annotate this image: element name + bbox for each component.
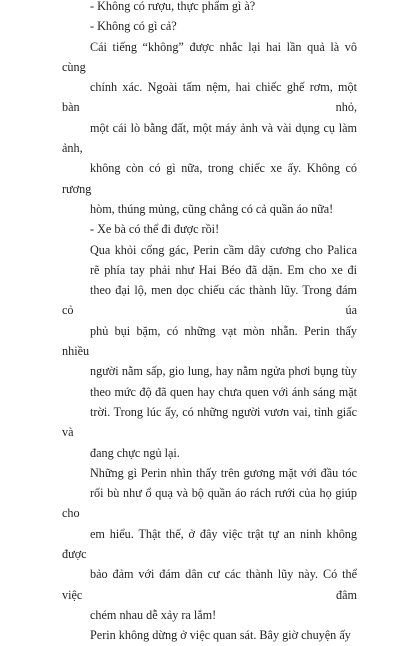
text-line: - Xe bà có thể đi được rồi! <box>90 222 220 237</box>
text-line: Những gì Perin nhìn thấy trên gương mặt với đầu tóc <box>90 465 357 480</box>
text-line: Perin không dừng ở việc quan sát. Bây giờ chuyện ấy <box>90 628 351 643</box>
text-line: trời. Trong lúc ấy, có những người vươn vai, tỉnh giấc và <box>62 404 357 440</box>
text-line: hòm, thúng mủng, cũng chẳng có cả quần áo nữa! <box>90 201 334 216</box>
text-line: chém nhau dễ xảy ra lắm! <box>90 607 217 622</box>
text-line: bảo đảm với đám dân cư các thành lũy này. Có thể việc đâm <box>62 567 357 602</box>
text-line: không còn có gì nữa, trong chiếc xe ấy. Không có rương <box>62 161 357 196</box>
paragraph <box>62 37 357 220</box>
paragraph <box>62 0 357 16</box>
text-line: người nằm sấp, gio lung, hay nằm ngửa phơi bụng tùy <box>90 364 357 379</box>
text-line: rẽ phía tay phải như Hai Béo đã dặn. Em cho xe đi <box>90 262 357 277</box>
text-line: phủ bụi bặm, có những vạt mòn nhẵn. Perin thấy nhiều <box>62 323 357 359</box>
text-line: Cái tiếng “không” được nhắc lại hai lần quả là vô cùng <box>62 39 357 74</box>
text-line: chính xác. Ngoài tấm nệm, hai chiếc ghế rơm, một bàn nhỏ, <box>62 80 357 115</box>
text-line: - Không có gì cả? <box>90 19 177 34</box>
text-line: theo đại lộ, men dọc chiếu các thành lũy. Trong đám cỏ úa <box>62 283 357 318</box>
page-text <box>62 0 357 646</box>
text-line: rối bù như ổ quạ và bộ quần áo rách rưới của họ giúp cho <box>62 486 357 521</box>
paragraph <box>62 625 357 645</box>
paragraph <box>62 219 357 239</box>
text-line: theo mức độ đã quen hay chưa quen với ánh sáng mặt <box>90 384 357 399</box>
paragraph <box>62 16 357 36</box>
text-line: - Không có rượu, thực phẩm gì à? <box>90 0 256 13</box>
paragraph <box>62 240 357 463</box>
text-line: đang chực ngủ lại. <box>90 445 180 460</box>
paragraph <box>62 463 357 625</box>
text-line: em hiểu. Thật thế, ở đây việc trật tự an ninh không được <box>62 526 357 562</box>
text-line: Qua khỏi cổng gác, Perin cầm dây cương cho Palica <box>90 242 357 257</box>
text-line: một cái lò bằng đất, một máy ảnh và vài dụng cụ làm ảnh, <box>62 120 357 156</box>
